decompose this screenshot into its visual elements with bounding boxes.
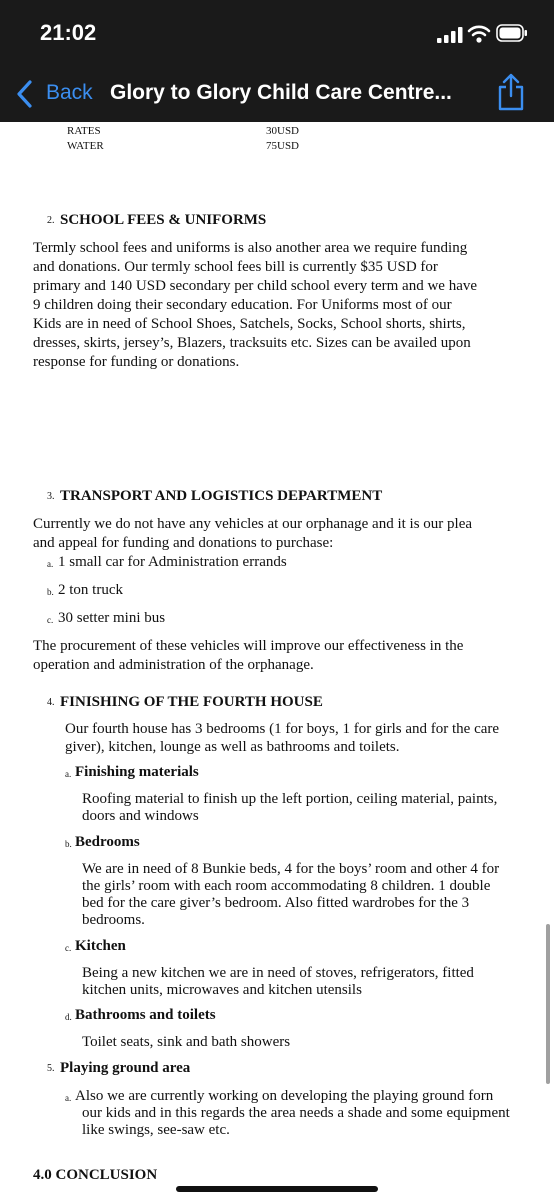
paragraph-line: 9 children doing their secondary education. For Uniforms most of our: [33, 297, 452, 313]
water-value: 75USD: [266, 140, 300, 152]
subsection-heading: Bedrooms: [75, 834, 140, 850]
paragraph-line: and appeal for funding and donations to purchase:: [33, 535, 334, 551]
paragraph-line: doors and windows: [82, 808, 199, 824]
paragraph-line: dresses, skirts, jersey’s, Blazers, tracksuits etc. Sizes can be availed upon: [33, 335, 471, 351]
list-item: 30 setter mini bus: [58, 610, 166, 626]
paragraph-line: giver), kitchen, lounge as well as bathrooms and toilets.: [65, 739, 400, 755]
paragraph-line: bedrooms.: [82, 912, 145, 928]
paragraph-line: Termly school fees and uniforms is also another area we require funding: [33, 240, 468, 256]
paragraph-line: Toilet seats, sink and bath showers: [82, 1034, 291, 1050]
paragraph-line: Roofing material to finish up the left portion, ceiling material, paints,: [82, 791, 498, 807]
document-title: Glory to Glory Child Care Centre...: [110, 81, 452, 104]
wifi-icon: [467, 24, 491, 44]
subsection-heading: Kitchen: [75, 938, 126, 954]
cellular-signal-icon: [437, 27, 463, 43]
section-heading: 4.0 CONCLUSION: [33, 1167, 158, 1183]
list-marker: a.: [65, 769, 72, 779]
section-heading: Playing ground area: [60, 1060, 191, 1076]
document-page[interactable]: [0, 122, 554, 1200]
battery-icon: [496, 23, 528, 43]
section-number: 4.: [47, 697, 55, 708]
section-heading: SCHOOL FEES & UNIFORMS: [60, 212, 267, 228]
list-item: 1 small car for Administration errands: [58, 554, 287, 570]
paragraph-line: The procurement of these vehicles will improve our effectiveness in the: [33, 638, 464, 654]
paragraph-line: the girls’ room with each room accommodating 8 children. 1 double: [82, 878, 491, 894]
water-label: WATER: [67, 140, 104, 152]
paragraph-line: Our fourth house has 3 bedrooms (1 for boys, 1 for girls and for the care: [65, 721, 500, 737]
list-marker: a.: [65, 1093, 72, 1103]
scrollbar-thumb[interactable]: [546, 924, 550, 1084]
share-icon[interactable]: [496, 72, 526, 112]
section-number: 3.: [47, 491, 55, 502]
list-marker: d.: [65, 1012, 72, 1022]
paragraph-line: response for funding or donations.: [33, 354, 240, 370]
list-marker: b.: [65, 839, 72, 849]
paragraph-line: and donations. Our termly school fees bill is currently $35 USD for: [33, 259, 438, 275]
paragraph-line: We are in need of 8 Bunkie beds, 4 for the boys’ room and other 4 for: [82, 861, 500, 877]
section-number: 2.: [47, 215, 55, 226]
paragraph-line: operation and administration of the orphanage.: [33, 657, 314, 673]
subsection-heading: Finishing materials: [75, 764, 199, 780]
paragraph-line: Also we are currently working on developing the playing ground forn: [75, 1088, 494, 1104]
list-item: 2 ton truck: [58, 582, 123, 598]
section-heading: FINISHING OF THE FOURTH HOUSE: [60, 694, 323, 710]
subsection-heading: Bathrooms and toilets: [75, 1007, 216, 1023]
paragraph-line: Currently we do not have any vehicles at our orphanage and it is our plea: [33, 516, 473, 532]
rates-label: RATES: [67, 125, 101, 137]
list-marker: c.: [65, 943, 72, 953]
paragraph-line: our kids and in this regards the area needs a shade and some equipment: [82, 1105, 510, 1121]
navigation-bar: [0, 0, 554, 122]
paragraph-line: primary and 140 USD secondary per child school every term and we have: [33, 278, 478, 294]
list-marker: c.: [47, 615, 54, 625]
paragraph-line: bed for the care giver’s bedroom. Also fitted wardrobes for the 3: [82, 895, 470, 911]
section-number: 5.: [47, 1063, 55, 1074]
back-button[interactable]: Back: [46, 81, 93, 104]
paragraph-line: Being a new kitchen we are in need of stoves, refrigerators, fitted: [82, 965, 474, 981]
paragraph-line: kitchen units, microwaves and kitchen utensils: [82, 982, 362, 998]
list-marker: a.: [47, 559, 54, 569]
list-marker: b.: [47, 587, 54, 597]
home-indicator[interactable]: [176, 1186, 378, 1192]
status-time: 21:02: [40, 20, 97, 45]
back-chevron-icon[interactable]: [14, 78, 36, 110]
section-heading: TRANSPORT AND LOGISTICS DEPARTMENT: [60, 488, 383, 504]
rates-value: 30USD: [266, 125, 300, 137]
paragraph-line: Kids are in need of School Shoes, Satchels, Socks, School shorts, shirts,: [33, 316, 466, 332]
paragraph-line: like swings, see-saw etc.: [82, 1122, 230, 1138]
